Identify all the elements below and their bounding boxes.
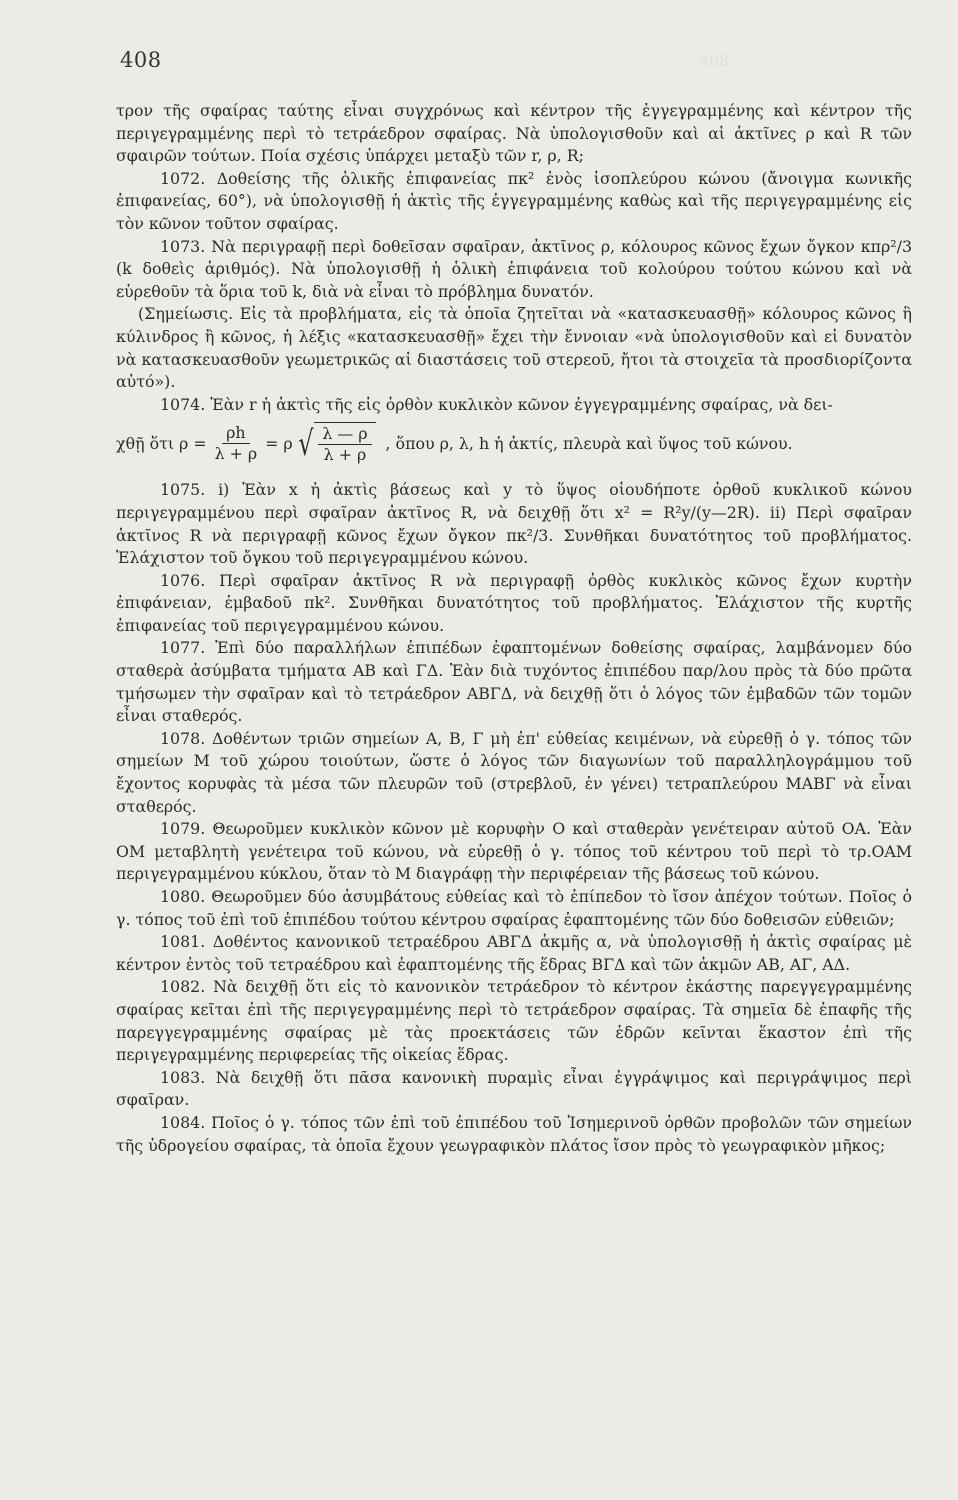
fraction (211, 423, 262, 464)
problem-1081: 1081. Δοθέντος κανονικοῦ τετραέδρου ΑΒΓΔ ἀκμῆς α, νὰ ὑπολογισθῇ ἡ ἀκτὶς σφαίρας μὲ κέντρον ἐντὸς τοῦ τετραέδρου καὶ ἐφαπτομένης τῆς ἕδρας ΒΓΔ καὶ τῶν ἀκμῶν ΑΒ, ΑΓ, ΑΔ. (116, 932, 912, 974)
note-paragraph: (Σημείωσις. Εἰς τὰ προβλήματα, εἰς τὰ ὁποῖα ζητεῖται νὰ «κατασκευασθῇ» κόλουρος κῶνος ἢ κύλινδρος ἢ κῶνος, ἡ λέξις «κατασκευασθῇ» ἔχει τὴν ἔννοιαν «νὰ ὑπολογισθοῦν καὶ εἰ δυνατὸν νὰ κατασκευασθοῦν γεωμετρικῶς αἱ διαστάσεις τοῦ στερεοῦ, ἤτοι τὰ στοιχεῖα τὰ προσδιορίζοντα αὐτό»). (116, 304, 912, 392)
fraction-numerator: ρh (222, 423, 249, 444)
problem-1079: 1079. Θεωροῦμεν κυκλικὸν κῶνον μὲ κορυφὴν Ο καὶ σταθερὰν γενέτειραν αὐτοῦ ΟΑ. Ἐὰν ΟΜ μεταβλητὴ γενέτειρα τοῦ κώνου, νὰ εὑρεθῇ ὁ γ. τόπος τοῦ κέντρου τοῦ περὶ τὸ τρ.ΟΑΜ περιγεγραμμένου κύκλου, ὅταν τὸ Μ διαγράφῃ τὴν περιφέρειαν τῆς βάσεως τοῦ κώνου. (116, 819, 912, 884)
problem-1075: 1075. i) Ἐὰν x ἡ ἀκτὶς βάσεως καὶ y τὸ ὕψος οἱουδήποτε ὀρθοῦ κυκλικοῦ κώνου περιγεγραμμένου περὶ σφαῖραν ἀκτῖνος R, νὰ δειχθῇ ὅτι x² = R²y/(y—2R). ii) Περὶ σφαῖραν ἀκτῖνος R νὰ περιγραφῇ κῶνος ἔχων ὄγκον πκ²/3. Συνθῆκαι δυνατότητος τοῦ προβλήματος. Ἐλάχιστον τοῦ ὄγκου τοῦ περιγεγραμμένου κώνου. (116, 480, 912, 568)
problem-1083: 1083. Νὰ δειχθῇ ὅτι πᾶσα κανονικὴ πυραμὶς εἶναι ἐγγράψιμος καὶ περιγράψιμος περὶ σφαῖραν. (116, 1067, 912, 1110)
radicand-denominator: λ + ρ (323, 445, 367, 465)
problem-1072: 1072. Δοθείσης τῆς ὁλικῆς ἐπιφανείας πκ² ἑνὸς ἰσοπλεύρου κώνου (ἄνοιγμα κωνικῆς ἐπιφανείας, 60°), νὰ ὑπολογισθῇ ἡ ἀκτὶς τῆς ἐγγεγραμμένης καθὼς καὶ τῆς περιγεγραμμένης εἰς τὸν κῶνον τοῦτον σφαίρας. (116, 168, 912, 233)
problem-1084: 1084. Ποῖος ὁ γ. τόπος τῶν ἐπὶ τοῦ ἐπιπέδου τοῦ Ἰσημερινοῦ ὀρθῶν προβολῶν τῶν σημείων τῆς ὑδρογείου σφαίρας, τὰ ὁποῖα ἔχουν γεωγραφικὸν πλάτος ἴσον πρὸς τὸ γεωγραφικὸν μῆκος; (116, 1112, 912, 1155)
document-body (116, 100, 912, 1157)
formula-1074 (116, 422, 912, 465)
page-number: 408 (120, 48, 162, 72)
radical-sign-icon: √ (297, 423, 314, 464)
problem-1076: 1076. Περὶ σφαῖραν ἀκτῖνος R νὰ περιγραφῇ ὀρθὸς κυκλικὸς κῶνος ἔχων κυρτὴν ἐπιφάνειαν, ἐμβαδοῦ πk². Συνθῆκαι δυνατότητος τοῦ προβλήματος. Ἐλάχιστον τῆς κυρτῆς ἐπιφανείας τοῦ περιγεγραμμένου κώνου. (116, 570, 912, 635)
problem-1082: 1082. Νὰ δειχθῇ ὅτι εἰς τὸ κανονικὸν τετράεδρον τὸ κέντρον ἑκάστης παρεγγεγραμμένης σφαίρας κεῖται ἐπὶ τῆς περιγεγραμμένης περὶ τὸ τετράεδρον σφαίρας. Τὰ σημεῖα δὲ ἐπαφῆς τῆς παρεγγεγραμμένης σφαίρας μὲ τὰς προεκτάσεις τῶν ἑδρῶν κεῖνται ἕκαστον ἐπὶ τῆς περιγεγραμμένης περιφερείας τῆς οἰκείας ἕδρας. (116, 977, 912, 1065)
formula-suffix: , ὅπου ρ, λ, h ἡ ἀκτίς, πλευρὰ καὶ ὕψος τοῦ κώνου. (385, 433, 793, 453)
paragraph: τρον τῆς σφαίρας ταύτης εἶναι συγχρόνως καὶ κέντρον τῆς ἐγγεγραμμένης καὶ κέντρον τῆς περιγεγραμμένης περὶ τὸ τετράεδρον σφαίρας. Νὰ ὑπολογισθοῦν καὶ αἱ ἀκτῖνες ρ καὶ R τῶν σφαιρῶν τούτων. Ποία σχέσις ὑπάρχει μεταξὺ τῶν r, ρ, R; (116, 101, 912, 166)
radicand-fraction (318, 424, 371, 465)
formula-prefix: χθῇ ὅτι ρ = (116, 433, 207, 453)
problem-1077: 1077. Ἐπὶ δύο παραλλήλων ἐπιπέδων ἐφαπτομένων δοθείσης σφαίρας, λαμβάνομεν δύο σταθερὰ ἀσύμβατα τμήματα AB καὶ ΓΔ. Ἐὰν διὰ τυχόντος ἐπιπέδου παρ/λου πρὸς τὰ δύο πρῶτα τμήσωμεν τὴν σφαῖραν καὶ τὸ τετράεδρον ΑΒΓΔ, νὰ δειχθῇ ὅτι ὁ λόγος τῶν ἐμβαδῶν τῶν τομῶν εἶναι σταθερός. (116, 638, 912, 726)
square-root (295, 422, 376, 465)
problem-1080: 1080. Θεωροῦμεν δύο ἀσυμβάτους εὐθείας καὶ τὸ ἐπίπεδον τὸ ἴσον ἀπέχον τούτων. Ποῖος ὁ γ. τόπος τοῦ ἐπὶ τοῦ ἐπιπέδου τούτου κέντρου σφαίρας ἐφαπτομένης τῶν δύο δοθεισῶν εὐθειῶν; (116, 887, 912, 929)
formula-equals: = ρ (265, 433, 293, 453)
radicand-numerator: λ — ρ (318, 424, 371, 445)
problem-1078: 1078. Δοθέντων τριῶν σημείων Α, Β, Γ μὴ ἐπ' εὐθείας κειμένων, νὰ εὑρεθῇ ὁ γ. τόπος τῶν σημείων Μ τοῦ χώρου τοιούτων, ὥστε ὁ λόγος τῶν διαγωνίων τοῦ παραλληλογράμμου τοῦ ἔχοντος κορυφὰς τὰ μέσα τῶν πλευρῶν τοῦ (στρεβλοῦ, ἐν γένει) τετραπλεύρου ΜΑΒΓ νὰ εἶναι σταθερός. (116, 728, 912, 816)
radicand (314, 422, 375, 465)
problem-1074: 1074. Ἐὰν r ἡ ἀκτὶς τῆς εἰς ὀρθὸν κυκλικὸν κῶνον ἐγγεγραμμένης σφαίρας, νὰ δει- (160, 394, 833, 414)
problem-1073: 1073. Νὰ περιγραφῇ περὶ δοθεῖσαν σφαῖραν, ἀκτῖνος ρ, κόλουρος κῶνος ἔχων ὄγκον κπρ²/3 (k δοθεὶς ἀριθμός). Νὰ ὑπολογισθῇ ἡ ὁλικὴ ἐπιφάνεια τοῦ κολούρου τούτου κώνου καὶ νὰ εὑρεθοῦν τὰ ὅρια τοῦ k, διὰ νὰ εἶναι τὸ πρόβλημα δυνατόν. (116, 236, 912, 301)
fraction-denominator: λ + ρ (214, 444, 258, 464)
